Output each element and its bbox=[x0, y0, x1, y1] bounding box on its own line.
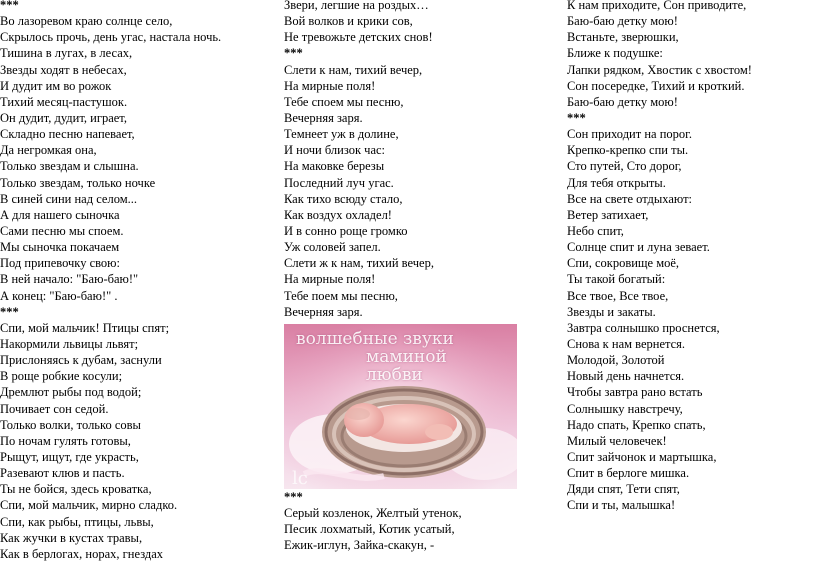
poem-line: На маковке березы bbox=[284, 159, 385, 174]
poem-line: Все на свете отдыхают: bbox=[567, 191, 693, 206]
poem-line: Как жучки в кустах травы, bbox=[0, 530, 143, 545]
poem-line: Чтобы завтра рано встать bbox=[567, 385, 703, 400]
poem-column-middle-bottom bbox=[284, 489, 462, 554]
poem-line: Ветер затихает, bbox=[567, 207, 649, 222]
poem-line: Снова к нам вернется. bbox=[567, 336, 686, 351]
poem-line: На мирные поля! bbox=[284, 78, 376, 93]
poem-line: Тебе поем мы песню, bbox=[284, 288, 398, 303]
poem-line: Вечерняя заря. bbox=[284, 110, 363, 125]
poem-line: Милый человечек! bbox=[567, 433, 667, 448]
poem-line: Мы сыночка покачаем bbox=[0, 240, 120, 255]
poem-line: Складно песню напевает, bbox=[0, 127, 135, 142]
stanza-separator: *** bbox=[284, 46, 303, 61]
stanza-separator: *** bbox=[567, 110, 586, 125]
poem-line: Дяди спят, Тети спят, bbox=[567, 482, 680, 497]
poem-line: Как в берлогах, норах, гнездах bbox=[0, 546, 164, 561]
poem-line: Для тебя открыты. bbox=[567, 175, 666, 190]
caption-line-1: волшебные звуки bbox=[296, 329, 454, 349]
poem-line: Уж соловей запел. bbox=[284, 240, 381, 255]
poem-line: Сами песню мы споем. bbox=[0, 223, 124, 238]
poem-line: Спи, мой мальчик, мирно сладко. bbox=[0, 498, 178, 513]
poem-line: Вой волков и крики сов, bbox=[284, 14, 413, 29]
poem-line: Только звездам, только ночке bbox=[0, 175, 156, 190]
poem-line: Новый день начнется. bbox=[567, 369, 685, 384]
poem-line: Сон приходит на порог. bbox=[567, 127, 692, 142]
poem-line: Ближе к подушке: bbox=[567, 46, 663, 61]
poem-line: Тебе споем мы песню, bbox=[284, 94, 404, 109]
poem-column-left bbox=[0, 0, 221, 562]
poem-line: Скрылось прочь, день угас, настала ночь. bbox=[0, 30, 222, 45]
poem-line: Накормили львицы львят; bbox=[0, 336, 139, 351]
poem-line: Звезды и закаты. bbox=[567, 304, 656, 319]
poem-line: Сон посередке, Тихий и кроткий. bbox=[567, 78, 745, 93]
poem-line: А для нашего сыночка bbox=[0, 207, 120, 222]
poem-line: В ней начало: "Баю-баю!" bbox=[0, 272, 139, 287]
poem-line: На мирные поля! bbox=[284, 272, 376, 287]
poem-line: А конец: "Баю-баю!" . bbox=[0, 288, 118, 303]
poem-column-right bbox=[567, 0, 752, 514]
poem-line: Ты такой богатый: bbox=[567, 272, 666, 287]
poem-line: Солнце спит и луна зевает. bbox=[567, 240, 710, 255]
poem-line: Молодой, Золотой bbox=[567, 353, 665, 368]
poem-line: Под припевочку свою: bbox=[0, 256, 120, 271]
poem-line: Сто путей, Сто дорог, bbox=[567, 159, 682, 174]
poem-line: Тишина в лугах, в лесах, bbox=[0, 46, 133, 61]
poem-line: Последний луч угас. bbox=[284, 175, 394, 190]
poem-line: Надо спать, Крепко спать, bbox=[567, 417, 706, 432]
poem-line: Звери, легшие на роздых… bbox=[284, 0, 429, 12]
poem-column-middle bbox=[284, 0, 434, 320]
poem-line: И в сонно роще громко bbox=[284, 223, 408, 238]
poem-line: Почивает сон седой. bbox=[0, 401, 109, 416]
poem-line: Спи и ты, малышка! bbox=[567, 498, 676, 513]
poem-line: Солнышку навстречу, bbox=[567, 401, 683, 416]
stanza-separator: *** bbox=[0, 0, 19, 12]
sleeping-baby-image bbox=[284, 324, 517, 489]
poem-line: Ежик-иглун, Зайка-скакун, - bbox=[284, 538, 435, 553]
poem-line: Завтра солнышко проснется, bbox=[567, 320, 720, 335]
caption-line-2: маминой любви bbox=[366, 347, 447, 385]
poem-line: Только волки, только совы bbox=[0, 417, 141, 432]
poem-line: Небо спит, bbox=[567, 223, 624, 238]
poem-line: Встаньте, зверюшки, bbox=[567, 30, 679, 45]
svg-text:lc: lc bbox=[292, 468, 308, 489]
poem-line: Темнеет уж в долине, bbox=[284, 127, 399, 142]
poem-line: Разевают клюв и пасть. bbox=[0, 466, 125, 481]
poem-line: Крепко-крепко спи ты. bbox=[567, 143, 689, 158]
poem-line: Он дудит, дудит, играет, bbox=[0, 110, 127, 125]
poem-line: Да негромкая она, bbox=[0, 143, 97, 158]
poem-line: Только звездам и слышна. bbox=[0, 159, 139, 174]
poem-line: Во лазоревом краю солнце село, bbox=[0, 14, 173, 29]
poem-line: Как воздух охладел! bbox=[284, 207, 392, 222]
poem-line: В синей сини над селом... bbox=[0, 191, 137, 206]
poem-line: Баю-баю детку мою! bbox=[567, 94, 678, 109]
poem-line: По ночам гулять готовы, bbox=[0, 433, 131, 448]
poem-line: Баю-баю детку мою! bbox=[567, 14, 678, 29]
poem-line: Спит зайчонок и мартышка, bbox=[567, 449, 717, 464]
poem-line: Лапки рядком, Хвостик с хвостом! bbox=[567, 62, 752, 77]
poem-line: Слети ж к нам, тихий вечер, bbox=[284, 256, 434, 271]
poem-line: Спи, сокровище моё, bbox=[567, 256, 680, 271]
poem-line: И дудит им во рожок bbox=[0, 78, 112, 93]
image-caption bbox=[296, 330, 506, 384]
poem-line: Вечерняя заря. bbox=[284, 304, 363, 319]
poem-line: Как тихо всюду стало, bbox=[284, 191, 403, 206]
poem-line: Не тревожьте детских снов! bbox=[284, 30, 433, 45]
poem-line: Серый козленок, Желтый утенок, bbox=[284, 506, 462, 521]
poem-line: Все твое, Все твое, bbox=[567, 288, 669, 303]
stanza-separator: *** bbox=[0, 304, 19, 319]
poem-line: Звезды ходят в небесах, bbox=[0, 62, 127, 77]
poem-line: Спи, мой мальчик! Птицы спят; bbox=[0, 320, 170, 335]
poem-line: К нам приходите, Сон приводите, bbox=[567, 0, 747, 12]
poem-line: Спи, как рыбы, птицы, львы, bbox=[0, 514, 154, 529]
poem-line: Спит в берлоге мишка. bbox=[567, 466, 690, 481]
stanza-separator: *** bbox=[284, 490, 303, 504]
poem-line: Ты не бойся, здесь кроватка, bbox=[0, 482, 152, 497]
poem-line: Слети к нам, тихий вечер, bbox=[284, 62, 423, 77]
poem-line: В роще робкие косули; bbox=[0, 369, 123, 384]
poem-line: И ночи близок час: bbox=[284, 143, 386, 158]
poem-line: Дремлют рыбы под водой; bbox=[0, 385, 142, 400]
poem-line: Тихий месяц-пастушок. bbox=[0, 94, 128, 109]
poem-line: Прислоняясь к дубам, заснули bbox=[0, 353, 162, 368]
poem-line: Рыщут, ищут, где украсть, bbox=[0, 449, 139, 464]
poem-line: Песик лохматый, Котик усатый, bbox=[284, 522, 455, 537]
